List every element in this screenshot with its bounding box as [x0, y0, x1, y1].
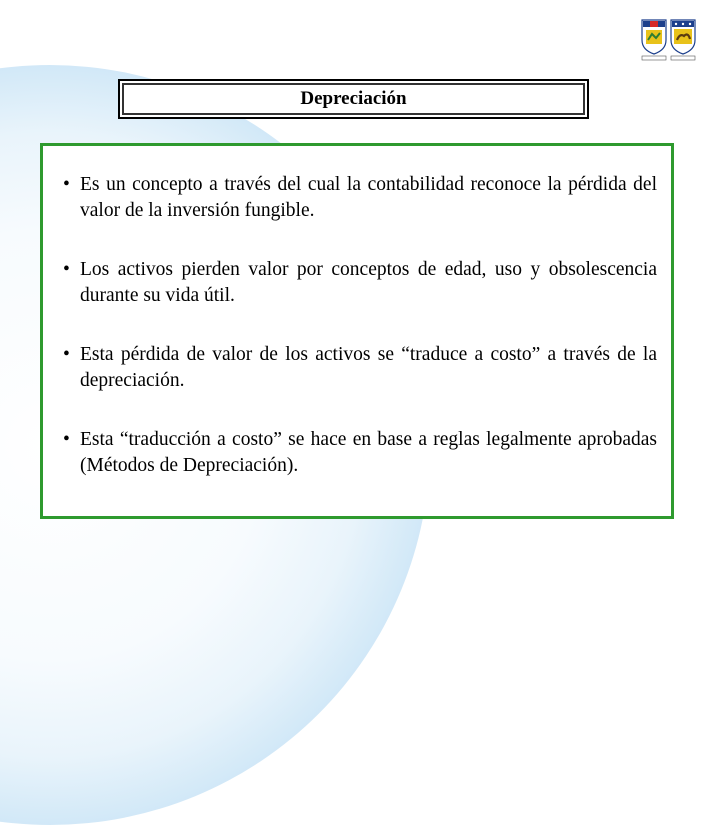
- bullet-item: [63, 342, 657, 394]
- slide-title: Depreciación: [300, 88, 407, 109]
- title-box: [118, 79, 589, 119]
- bullet-item: [63, 257, 657, 309]
- header-logos: [640, 18, 698, 62]
- bullet-marker: •: [63, 259, 70, 280]
- content-box: [40, 143, 674, 519]
- bullet-text: Los activos pierden valor por conceptos de edad, uso y obsolescencia durante su vida útil.: [80, 259, 657, 306]
- bullet-item: [63, 427, 657, 479]
- university-crest-icon: [640, 18, 698, 62]
- bullet-text: Esta pérdida de valor de los activos se “traduce a costo” a través de la depreciación.: [80, 344, 657, 391]
- bullet-marker: •: [63, 429, 70, 450]
- bullet-text: Es un concepto a través del cual la contabilidad reconoce la pérdida del valor de la inversión fungible.: [80, 174, 657, 221]
- bullet-text: Esta “traducción a costo” se hace en base a reglas legalmente aprobadas (Métodos de Depreciación).: [80, 429, 657, 476]
- bullet-item: [63, 172, 657, 224]
- department-crest-icon: [671, 20, 695, 60]
- bullet-marker: •: [63, 174, 70, 195]
- bullet-marker: •: [63, 344, 70, 365]
